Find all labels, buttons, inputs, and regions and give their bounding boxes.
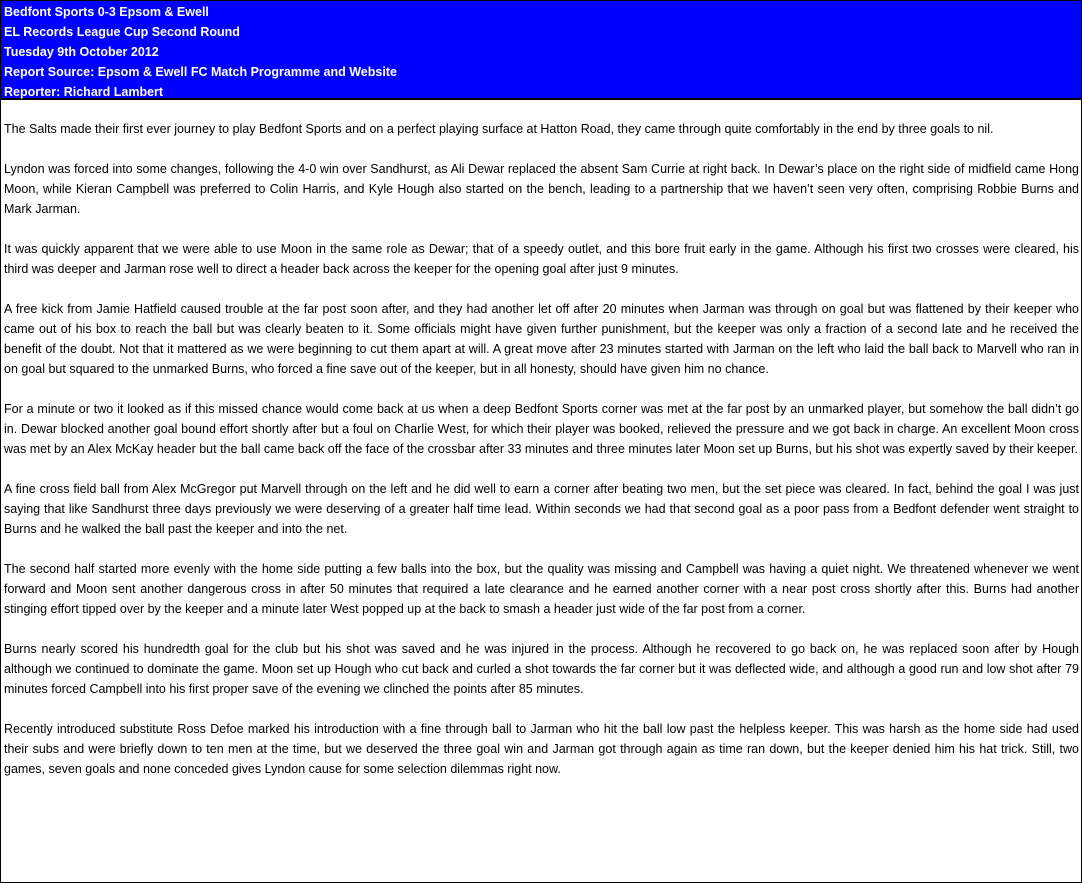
match-date: Tuesday 9th October 2012	[4, 45, 159, 59]
report-paragraph: A fine cross field ball from Alex McGregor put Marvell through on the left and he did well to earn a corner after beating two men, but the set piece was cleared. In fact, behind the goal I was just saying that like Sandhurst three days previously we were deserving of a greater half time lead. Within seconds we had that second goal as a poor pass from a Bedfont defender went straight to Burns and he walked the ball past the keeper and into the net.	[4, 482, 1079, 536]
report-paragraph: For a minute or two it looked as if this missed chance would come back at us when a deep Bedfont Sports corner was met at the far post by an unmarked player, but somehow the ball didn’t go in. Dewar blocked another goal bound effort shortly after but a foul on Charlie West, for which their player was booked, relieved the pressure and we got back in charge. An excellent Moon cross was met by an Alex McKay header but the ball came back off the face of the crossbar after 33 minutes and three minutes later Moon set up Burns, but his shot was expertly saved by their keeper.	[4, 402, 1079, 456]
report-paragraph: Burns nearly scored his hundredth goal for the club but his shot was saved and he was injured in the process. Although he recovered to go back on, he was replaced soon after by Hough although we continued to dominate the game. Moon set up Hough who cut back and curled a shot towards the far corner but it was deflected wide, and although a good run and low shot after 79 minutes forced Campbell into his first proper save of the evening we clinched the points after 85 minutes.	[4, 642, 1079, 696]
competition-line: EL Records League Cup Second Round	[4, 25, 240, 39]
report-paragraph: The Salts made their first ever journey to play Bedfont Sports and on a perfect playing surface at Hatton Road, they came through quite comfortably in the end by three goals to nil.	[4, 122, 994, 136]
report-paragraph: Recently introduced substitute Ross Defoe marked his introduction with a fine through ball to Jarman who hit the ball low past the helpless keeper. This was harsh as the home side had used their subs and were briefly down to ten men at the time, but we deserved the three goal win and Jarman got through again as time ran down, but the keeper denied him his hat trick. Still, two games, seven goals and none conceded gives Lyndon cause for some selection dilemmas right now.	[4, 722, 1079, 776]
report-paragraph: It was quickly apparent that we were able to use Moon in the same role as Dewar; that of a speedy outlet, and this bore fruit early in the game. Although his first two crosses were cleared, his third was deeper and Jarman rose well to direct a header back across the keeper for the opening goal after just 9 minutes.	[4, 242, 1079, 276]
report-paragraph: The second half started more evenly with the home side putting a few balls into the box, but the quality was missing and Campbell was having a quiet night. We threatened whenever we went forward and Moon sent another dangerous cross in after 50 minutes that required a late clearance and he earned another corner with a near post cross shortly after this. Burns had another stinging effort tipped over by the keeper and a minute later West popped up at the back to smash a header just wide of the far post from a corner.	[4, 562, 1079, 616]
match-title: Bedfont Sports 0-3 Epsom & Ewell	[4, 5, 209, 19]
report-source: Report Source: Epsom & Ewell FC Match Programme and Website	[4, 65, 397, 79]
report-paragraph: A free kick from Jamie Hatfield caused trouble at the far post soon after, and they had another let off after 20 minutes when Jarman was through on goal but was flattened by their keeper who came out of his box to reach the ball but was clearly beaten to it. Some officials might have given further punishment, but the keeper was only a fraction of a second late and he received the benefit of the doubt. Not that it mattered as we were beginning to cut them apart at will. A great move after 23 minutes started with Jarman on the left who laid the ball back to Marvell who ran in on goal but squared to the unmarked Burns, who forced a fine save out of the keeper, but in all honesty, should have given him no chance.	[4, 302, 1079, 376]
report-paragraph: Lyndon was forced into some changes, following the 4-0 win over Sandhurst, as Ali Dewar replaced the absent Sam Currie at right back. In Dewar’s place on the right side of midfield came Hong Moon, while Kieran Campbell was preferred to Colin Harris, and Kyle Hough also started on the bench, leading to a partnership that we haven’t seen very often, comprising Robbie Burns and Mark Jarman.	[4, 162, 1079, 216]
reporter-line: Reporter: Richard Lambert	[4, 85, 164, 99]
report-body	[1, 100, 1081, 779]
report-header	[1, 1, 1081, 100]
